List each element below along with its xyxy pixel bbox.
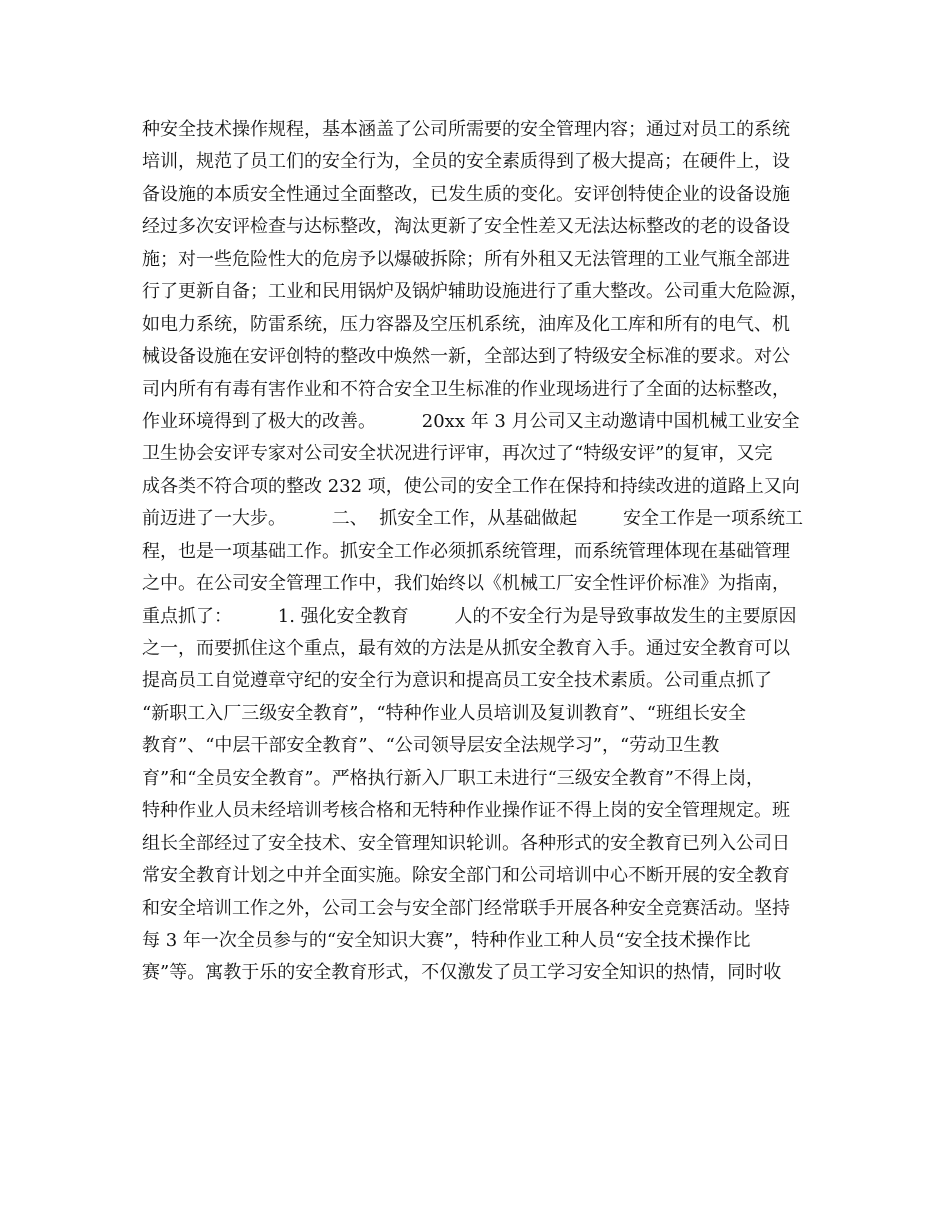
text-line: 械设备设施在安评创特的整改中焕然一新，全部达到了特级安全标准的要求。对公	[142, 346, 790, 368]
text-line: 每 3 年一次全员参与的“安全知识大赛”，特种作业工种人员“安全技术操作比	[142, 929, 751, 951]
text-line: 种安全技术操作规程，基本涵盖了公司所需要的安全管理内容；通过对员工的系统	[142, 119, 790, 140]
text-line: 育”和“全员安全教育”。严格执行新入厂职工未进行“三级安全教育”不得上岗，	[142, 767, 765, 789]
text-line: 常安全教育计划之中并全面实施。除安全部门和公司培训中心不断开展的安全教育	[142, 865, 790, 887]
text-line: 提高员工自觉遵章守纪的安全行为意识和提高员工安全技术素质。公司重点抓了	[142, 670, 772, 692]
body-text	[142, 114, 832, 990]
text-line: 和安全培训工作之外，公司工会与安全部门经常联手开展各种安全竞赛活动。坚持	[142, 897, 790, 919]
text-line: 重点抓了： 1. 强化安全教育 人的不安全行为是导致事故发生的主要原因	[142, 605, 797, 627]
text-line: 特种作业人员未经培训考核合格和无特种作业操作证不得上岗的安全管理规定。班	[142, 800, 790, 822]
text-line: 组长全部经过了安全技术、安全管理知识轮训。各种形式的安全教育已列入公司日	[142, 832, 790, 854]
text-line: 作业环境得到了极大的改善。 20xx 年 3 月公司又主动邀请中国机械工业安全	[142, 410, 800, 432]
text-line: 备设施的本质安全性通过全面整改，已发生质的变化。安评创特使企业的设备设施	[142, 183, 790, 205]
text-line: 成各类不符合项的整改 232 项，使公司的安全工作在保持和持续改进的道路上又向	[142, 475, 800, 497]
text-line: 行了更新自备；工业和民用锅炉及锅炉辅助设施进行了重大整改。公司重大危险源，	[142, 281, 808, 303]
text-line: 教育”、“中层干部安全教育”、“公司领导层安全法规学习”，“劳动卫生教	[142, 735, 720, 757]
text-line: 司内所有有毒有害作业和不符合安全卫生标准的作业现场进行了全面的达标整改，	[142, 378, 790, 400]
text-line: 施；对一些危险性大的危房予以爆破拆除；所有外租又无法管理的工业气瓶全部进	[142, 248, 790, 270]
text-line: 程，也是一项基础工作。抓安全工作必须抓系统管理，而系统管理体现在基础管理	[142, 540, 790, 562]
text-line: “新职工入厂三级安全教育”，“特种作业人员培训及复训教育”、“班组长安全	[142, 702, 747, 724]
text-line: 培训，规范了员工们的安全行为，全员的安全素质得到了极大提高；在硬件上，设	[142, 151, 790, 173]
text-line: 经过多次安评检查与达标整改，淘汰更新了安全性差又无法达标整改的老的设备设	[142, 216, 790, 238]
text-line: 前迈进了一大步。 二、 抓安全工作，从基础做起 安全工作是一项系统工	[142, 508, 803, 530]
text-line: 如电力系统，防雷系统，压力容器及空压机系统，油库及化工库和所有的电气、机	[142, 313, 790, 335]
text-line: 之中。在公司安全管理工作中，我们始终以《机械工厂安全性评价标准》为指南，	[142, 573, 790, 595]
text-line: 之一，而要抓住这个重点，最有效的方法是从抓安全教育入手。通过安全教育可以	[142, 638, 790, 659]
text-line: 卫生协会安评专家对公司安全状况进行评审，再次过了“特级安评”的复审，又完	[142, 443, 773, 465]
text-line: 赛”等。寓教于乐的安全教育形式，不仅激发了员工学习安全知识的热情，同时收	[142, 962, 782, 984]
